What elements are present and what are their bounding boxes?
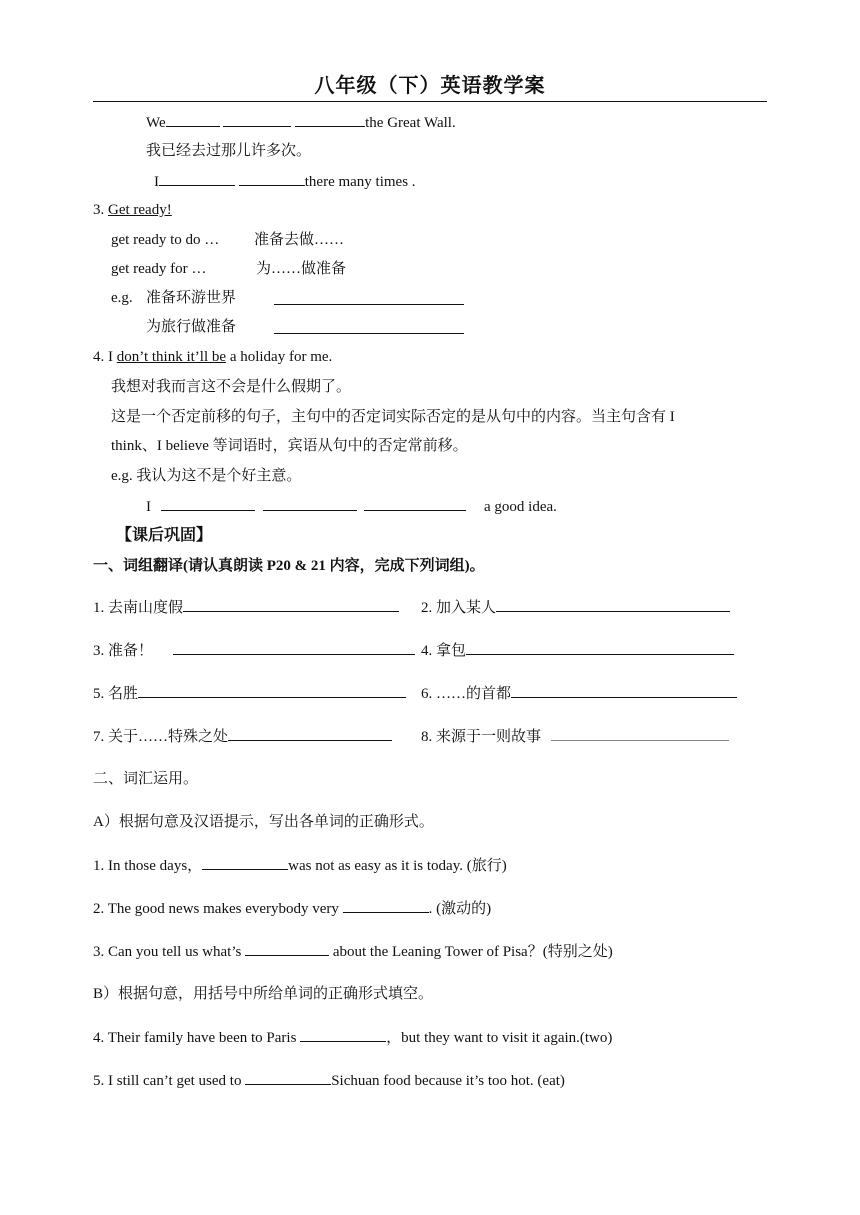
part1-heading: 一、词组翻译(请认真朗读 P20 & 21 内容，完成下列词组)。 xyxy=(93,558,485,574)
phrase-label: 2. 加入某人 xyxy=(421,600,497,616)
phrase-label: 4. 拿包 xyxy=(421,643,467,659)
item3-line1-cn: 准备去做…… xyxy=(254,232,345,248)
item4-heading xyxy=(93,347,332,367)
item4-explain1: 这是一个否定前移的句子，主句中的否定词实际否定的是从句中的内容。当主句含有 I xyxy=(111,409,675,425)
answer-blank[interactable] xyxy=(263,496,357,511)
item3-heading xyxy=(93,200,172,220)
sentence-1 xyxy=(93,855,507,876)
item3-eg2: 为旅行做准备 xyxy=(146,319,237,335)
answer-blank[interactable] xyxy=(161,496,255,511)
answer-blank[interactable] xyxy=(466,640,734,655)
eg2-line xyxy=(274,319,464,340)
answer-blank[interactable] xyxy=(496,597,730,612)
item4-explain2: think、I believe 等词语时，宾语从句中的否定常前移。 xyxy=(111,438,468,454)
answer-blank[interactable] xyxy=(300,1027,386,1042)
phrase-item xyxy=(421,726,729,747)
sentence-2 xyxy=(93,898,491,919)
we-post: the Great Wall. xyxy=(365,115,456,131)
partB-heading: B）根据句意，用括号中所给单词的正确形式填空。 xyxy=(93,986,434,1002)
item-number: 4. I xyxy=(93,349,117,365)
answer-blank[interactable] xyxy=(511,683,737,698)
partA-heading: A）根据句意及汉语提示，写出各单词的正确形式。 xyxy=(93,814,434,830)
header-rule xyxy=(93,101,767,102)
item4-underlined: don’t think it’ll be xyxy=(116,349,227,365)
phrase-label: 6. ……的首都 xyxy=(421,686,512,702)
ans-pre: I xyxy=(146,499,151,515)
s-pre: 1. In those days， xyxy=(93,858,203,874)
sentence-3 xyxy=(93,941,613,962)
phrase-label: 8. 来源于一则故事 xyxy=(421,729,542,745)
answer-blank[interactable] xyxy=(239,171,305,186)
item4-answer-line xyxy=(146,496,557,517)
phrase-item xyxy=(93,597,399,618)
part2-heading: 二、词汇运用。 xyxy=(93,771,199,787)
answer-blank[interactable] xyxy=(343,898,429,913)
page-title: 八年级（下）英语教学案 xyxy=(314,75,546,97)
i-pre: I xyxy=(154,174,159,190)
item4-rest: a holiday for me. xyxy=(226,349,333,365)
s-post: was not as easy as it is today. (旅行) xyxy=(288,858,507,874)
answer-blank[interactable] xyxy=(183,597,399,612)
answer-blank[interactable] xyxy=(274,290,464,305)
phrase-item xyxy=(421,597,730,618)
we-pre: We xyxy=(146,115,166,131)
s-post: Sichuan food because it’s too hot. (eat) xyxy=(331,1073,565,1089)
phrase-item xyxy=(93,683,406,704)
phrase-item xyxy=(421,640,734,661)
item-number: 3. xyxy=(93,202,108,218)
answer-blank[interactable] xyxy=(166,112,220,127)
answer-blank[interactable] xyxy=(173,640,415,655)
item3-line2-cn: 为……做准备 xyxy=(256,261,347,277)
item3-title: Get ready! xyxy=(108,202,172,218)
s-post: ，but they want to visit it again.(two) xyxy=(386,1030,613,1046)
sentence-4 xyxy=(93,1027,612,1048)
answer-blank[interactable] xyxy=(159,171,235,186)
i-post: there many times . xyxy=(304,174,416,190)
phrase-item xyxy=(421,683,737,704)
ans-post: a good idea. xyxy=(484,499,557,515)
answer-blank[interactable] xyxy=(364,496,466,511)
answer-blank[interactable] xyxy=(245,941,329,956)
phrase-label: 3. 准备！ xyxy=(93,643,154,659)
i-line xyxy=(154,171,416,192)
s-pre: 5. I still can’t get used to xyxy=(93,1073,246,1089)
eg1-line xyxy=(274,290,464,311)
item3-eg1: 准备环游世界 xyxy=(146,290,237,306)
answer-blank[interactable] xyxy=(138,683,406,698)
answer-blank[interactable] xyxy=(245,1070,331,1085)
phrase-label: 7. 关于……特殊之处 xyxy=(93,729,229,745)
answer-blank[interactable] xyxy=(551,726,729,741)
we-line xyxy=(146,112,456,133)
phrase-label: 5. 名胜 xyxy=(93,686,139,702)
sentence-5 xyxy=(93,1070,565,1091)
s-pre: 2. The good news makes everybody very xyxy=(93,901,343,917)
s-post: . (激动的) xyxy=(428,901,492,917)
answer-blank[interactable] xyxy=(223,112,291,127)
item3-line2-en: get ready for … xyxy=(111,261,207,277)
phrase-item xyxy=(93,640,415,661)
s-post: about the Leaning Tower of Pisa？(特别之处) xyxy=(329,944,613,960)
section-heading: 【课后巩固】 xyxy=(116,525,213,544)
answer-blank[interactable] xyxy=(228,726,392,741)
answer-blank[interactable] xyxy=(295,112,365,127)
answer-blank[interactable] xyxy=(274,319,464,334)
item4-cn: 我想对我而言这不会是什么假期了。 xyxy=(111,379,352,395)
phrase-item xyxy=(93,726,392,747)
item4-eg: e.g. 我认为这不是个好主意。 xyxy=(111,468,302,484)
answer-blank[interactable] xyxy=(202,855,288,870)
s-pre: 3. Can you tell us what’s xyxy=(93,944,246,960)
item3-eg-label: e.g. xyxy=(111,290,133,306)
phrase-label: 1. 去南山度假 xyxy=(93,600,184,616)
cn-sentence: 我已经去过那儿许多次。 xyxy=(146,143,312,159)
item3-line1-en: get ready to do … xyxy=(111,232,220,248)
s-pre: 4. Their family have been to Paris xyxy=(93,1030,301,1046)
